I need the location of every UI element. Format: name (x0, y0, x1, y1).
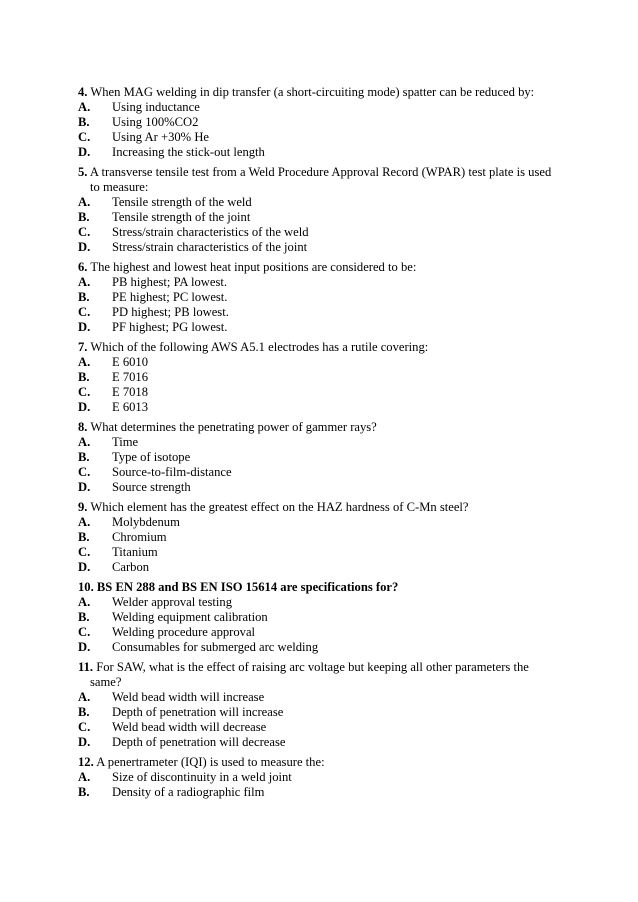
option-text: Chromium (112, 530, 167, 544)
answer-option (78, 595, 558, 610)
option-text: Density of a radiographic film (112, 785, 265, 799)
option-letter: C. (78, 720, 91, 734)
answer-option (78, 720, 558, 735)
option-text: PD highest; PB lowest. (112, 305, 229, 319)
option-letter: B. (78, 530, 90, 544)
question-number: 8. (78, 420, 88, 434)
question-text: When MAG welding in dip transfer (a short-circuiting mode) spatter can be reduced by: (90, 85, 535, 99)
option-letter: A. (78, 435, 91, 449)
option-text: Carbon (112, 560, 150, 574)
answer-option (78, 240, 558, 255)
question-number: 12. (78, 755, 94, 769)
option-text: Size of discontinuity in a weld joint (112, 770, 292, 784)
option-letter: D. (78, 145, 91, 159)
option-text: Molybdenum (112, 515, 180, 529)
answer-option (78, 770, 558, 785)
answer-option (78, 130, 558, 145)
option-letter: A. (78, 355, 91, 369)
option-letter: C. (78, 385, 91, 399)
question-number: 9. (78, 500, 88, 514)
answer-option (78, 450, 558, 465)
option-text: Weld bead width will increase (112, 690, 265, 704)
option-letter: A. (78, 770, 91, 784)
option-letter: A. (78, 595, 91, 609)
option-letter: C. (78, 130, 91, 144)
answer-option (78, 305, 558, 320)
option-letter: C. (78, 465, 91, 479)
option-letter: D. (78, 400, 91, 414)
answer-option (78, 640, 558, 655)
answer-option (78, 210, 558, 225)
option-letter: D. (78, 240, 91, 254)
question-number: 11. (78, 660, 94, 674)
option-text: Stress/strain characteristics of the joint (112, 240, 308, 254)
question-1 (78, 85, 558, 160)
option-text: E 6013 (112, 400, 149, 414)
option-letter: B. (78, 115, 90, 129)
answer-option (78, 480, 558, 495)
answer-option (78, 735, 558, 750)
option-letter: B. (78, 785, 90, 799)
option-letter: B. (78, 290, 90, 304)
option-text: Welding procedure approval (112, 625, 256, 639)
answer-option (78, 545, 558, 560)
question-8 (78, 660, 558, 750)
question-number: 6. (78, 260, 88, 274)
answer-option (78, 690, 558, 705)
question-3 (78, 260, 558, 335)
option-letter: C. (78, 625, 91, 639)
question-stem (78, 165, 558, 195)
option-text: PF highest; PG lowest. (112, 320, 228, 334)
option-text: Depth of penetration will increase (112, 705, 284, 719)
option-text: Using inductance (112, 100, 200, 114)
option-text: Tensile strength of the joint (112, 210, 251, 224)
question-7 (78, 580, 558, 655)
option-letter: B. (78, 610, 90, 624)
question-stem (78, 85, 558, 100)
option-letter: C. (78, 545, 91, 559)
answer-option (78, 290, 558, 305)
question-text: A transverse tensile test from a Weld Procedure Approval Record (WPAR) test plate is used to measure: (89, 165, 552, 194)
option-text: Source-to-film-distance (112, 465, 232, 479)
option-text: Time (112, 435, 139, 449)
question-4 (78, 340, 558, 415)
answer-option (78, 195, 558, 210)
option-text: PE highest; PC lowest. (112, 290, 228, 304)
answer-option (78, 515, 558, 530)
question-number: 4. (78, 85, 88, 99)
option-text: Tensile strength of the weld (112, 195, 252, 209)
question-5 (78, 420, 558, 495)
question-text: A penertrameter (IQI) is used to measure the: (96, 755, 325, 769)
question-text: For SAW, what is the effect of raising arc voltage but keeping all other parameters the same? (90, 660, 529, 689)
answer-option (78, 385, 558, 400)
option-letter: D. (78, 640, 91, 654)
question-9 (78, 755, 558, 800)
option-text: Source strength (112, 480, 191, 494)
answer-option (78, 785, 558, 800)
question-stem (78, 660, 558, 690)
question-number: 5. (78, 165, 88, 179)
option-letter: C. (78, 305, 91, 319)
option-letter: B. (78, 210, 90, 224)
question-6 (78, 500, 558, 575)
answer-option (78, 275, 558, 290)
option-text: Stress/strain characteristics of the weld (112, 225, 309, 239)
answer-option (78, 610, 558, 625)
question-number: 7. (78, 340, 88, 354)
option-text: Type of isotope (112, 450, 191, 464)
option-letter: A. (78, 275, 91, 289)
question-text: Which element has the greatest effect on the HAZ hardness of C-Mn steel? (90, 500, 469, 514)
answer-option (78, 370, 558, 385)
question-number: 10. (78, 580, 94, 594)
answer-option (78, 115, 558, 130)
answer-option (78, 560, 558, 575)
option-text: E 6010 (112, 355, 149, 369)
question-text: BS EN 288 and BS EN ISO 15614 are specifications for? (96, 580, 399, 594)
option-text: Using 100%CO2 (112, 115, 199, 129)
question-text: The highest and lowest heat input positions are considered to be: (90, 260, 417, 274)
question-stem (78, 340, 558, 355)
option-letter: A. (78, 515, 91, 529)
option-text: Consumables for submerged arc welding (112, 640, 319, 654)
answer-option (78, 225, 558, 240)
option-text: Depth of penetration will decrease (112, 735, 286, 749)
question-stem (78, 420, 558, 435)
answer-option (78, 320, 558, 335)
option-text: Welding equipment calibration (112, 610, 268, 624)
question-2 (78, 165, 558, 255)
question-stem (78, 580, 558, 595)
answer-option (78, 465, 558, 480)
answer-option (78, 400, 558, 415)
option-letter: B. (78, 705, 90, 719)
option-letter: D. (78, 560, 91, 574)
option-text: Welder approval testing (112, 595, 232, 609)
question-text: Which of the following AWS A5.1 electrodes has a rutile covering: (90, 340, 429, 354)
option-text: E 7018 (112, 385, 149, 399)
option-text: PB highest; PA lowest. (112, 275, 228, 289)
option-letter: A. (78, 195, 91, 209)
option-text: Using Ar +30% He (112, 130, 209, 144)
question-stem (78, 260, 558, 275)
question-list (78, 85, 558, 805)
option-text: E 7016 (112, 370, 149, 384)
option-letter: D. (78, 735, 91, 749)
option-letter: B. (78, 370, 90, 384)
option-letter: B. (78, 450, 90, 464)
answer-option (78, 530, 558, 545)
option-text: Weld bead width will decrease (112, 720, 267, 734)
option-text: Increasing the stick-out length (112, 145, 265, 159)
question-stem (78, 500, 558, 515)
answer-option (78, 705, 558, 720)
option-letter: C. (78, 225, 91, 239)
option-letter: A. (78, 690, 91, 704)
option-letter: D. (78, 480, 91, 494)
option-letter: A. (78, 100, 91, 114)
question-text: What determines the penetrating power of gammer rays? (90, 420, 377, 434)
option-text: Titanium (112, 545, 158, 559)
option-letter: D. (78, 320, 91, 334)
answer-option (78, 145, 558, 160)
question-stem (78, 755, 558, 770)
answer-option (78, 435, 558, 450)
answer-option (78, 355, 558, 370)
answer-option (78, 625, 558, 640)
answer-option (78, 100, 558, 115)
